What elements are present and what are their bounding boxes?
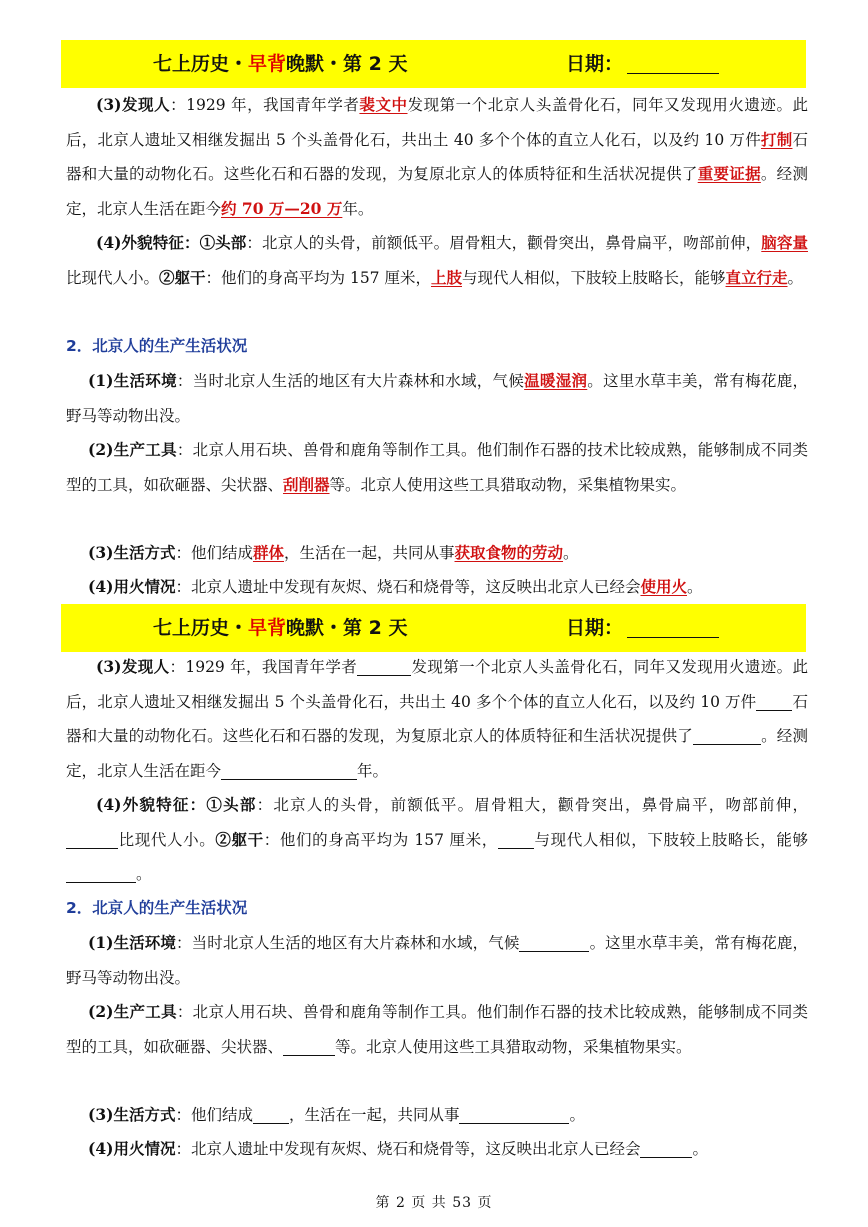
banner-top [61, 40, 806, 88]
paragraph-appearance-blank: (4)外貌特征：①头部：北京人的头骨，前额低平。眉骨粗大，颧骨突出，鼻骨扁平，吻部前伸，比现代人小。②躯干：他们的身高平均为 157 厘米， 与现代人相似，下肢较上肢略长，能够。 [66, 788, 808, 892]
paragraph-tools: (2)生产工具：北京人用石块、兽骨和鹿角等制作工具。他们制作石器的技术比较成熟，能够制成不同类型的工具，如砍砸器、尖状器、刮削器等。北京人使用这些工具猎取动物，采集植物果实。 [66, 440, 809, 494]
paragraph-fire: (4)用火情况：北京人遗址中发现有灰烬、烧石和烧骨等，这反映出北京人已经会使用火。 [88, 577, 703, 596]
fill-blank[interactable] [756, 692, 792, 711]
fill-blank[interactable] [221, 761, 357, 780]
section-heading: 2．北京人的生产生活状况 [66, 337, 248, 355]
fill-blank[interactable] [357, 657, 411, 676]
banner-title: 七上历史・早背晚默・第 2 天 [153, 617, 408, 639]
banner-bottom [61, 604, 806, 652]
fill-blank[interactable] [66, 830, 118, 849]
fill-blank[interactable] [283, 1037, 335, 1056]
page-footer: 第 2 页 共 53 页 [375, 1195, 493, 1211]
fill-blank[interactable] [498, 830, 534, 849]
paragraph-environment-blank: (1)生活环境：当时北京人生活的地区有大片森林和水域，气候 。这里水草丰美，常有梅花鹿，野马等动物出没。 [66, 933, 808, 987]
paragraph-appearance: (4)外貌特征：①头部：北京人的头骨，前额低平。眉骨粗大，颧骨突出，鼻骨扁平，吻部前伸，脑容量比现代人小。②躯干：他们的身高平均为 157 厘米，上肢与现代人相似，下肢较上肢略长，能够直立行走。 [66, 233, 808, 287]
section-heading: 2．北京人的生产生活状况 [66, 899, 248, 917]
date-label: 日期： [566, 604, 719, 652]
paragraph-lifestyle-blank: (3)生活方式：他们结成 ，生活在一起，共同从事 。 [88, 1105, 585, 1124]
fill-blank[interactable] [66, 864, 136, 883]
paragraph-environment: (1)生活环境：当时北京人生活的地区有大片森林和水域，气候温暖湿润。这里水草丰美，常有梅花鹿，野马等动物出没。 [66, 371, 808, 425]
date-label: 日期： [566, 40, 719, 88]
fill-blank[interactable] [693, 726, 761, 745]
fill-blank[interactable] [519, 933, 589, 952]
fill-blank[interactable] [253, 1105, 289, 1124]
date-blank [627, 615, 719, 638]
paragraph-tools-blank: (2)生产工具：北京人用石块、兽骨和鹿角等制作工具。他们制作石器的技术比较成熟，能够制成不同类型的工具，如砍砸器、尖状器、 等。北京人使用这些工具猎取动物，采集植物果实。 [66, 1002, 809, 1056]
paragraph-discoverer-blank: (3)发现人：1929 年，我国青年学者 发现第一个北京人头盖骨化石，同年又发现用火遗迹。此后，北京人遗址又相继发掘出 5 个头盖骨化石，共出土 40 多个个体的直立人化石，以及约 10 万件 石器和大量的动物化石。这些化石和石器的发现，为复原北京人的体质特征和生活状况提供了 。经测定，北京人生活在距今 年。 [66, 657, 809, 780]
paragraph-fire-blank: (4)用火情况：北京人遗址中发现有灰烬、烧石和烧骨等，这反映出北京人已经会 。 [88, 1139, 708, 1158]
banner-title: 七上历史・早背晚默・第 2 天 [153, 53, 408, 75]
paragraph-lifestyle: (3)生活方式：他们结成群体，生活在一起，共同从事获取食物的劳动。 [88, 543, 579, 562]
fill-blank[interactable] [640, 1139, 692, 1158]
fill-blank[interactable] [459, 1105, 569, 1124]
date-blank [627, 51, 719, 74]
paragraph-discoverer: (3)发现人：1929 年，我国青年学者裴文中发现第一个北京人头盖骨化石，同年又发现用火遗迹。此后，北京人遗址又相继发掘出 5 个头盖骨化石，共出土 40 多个个体的直立人化石，以及约 10 万件打制石器和大量的动物化石。这些化石和石器的发现，为复原北京人的体质特征和生活状况提供了重要证据。经测定，北京人生活在距今约 70 万—20 万年。 [66, 95, 808, 218]
